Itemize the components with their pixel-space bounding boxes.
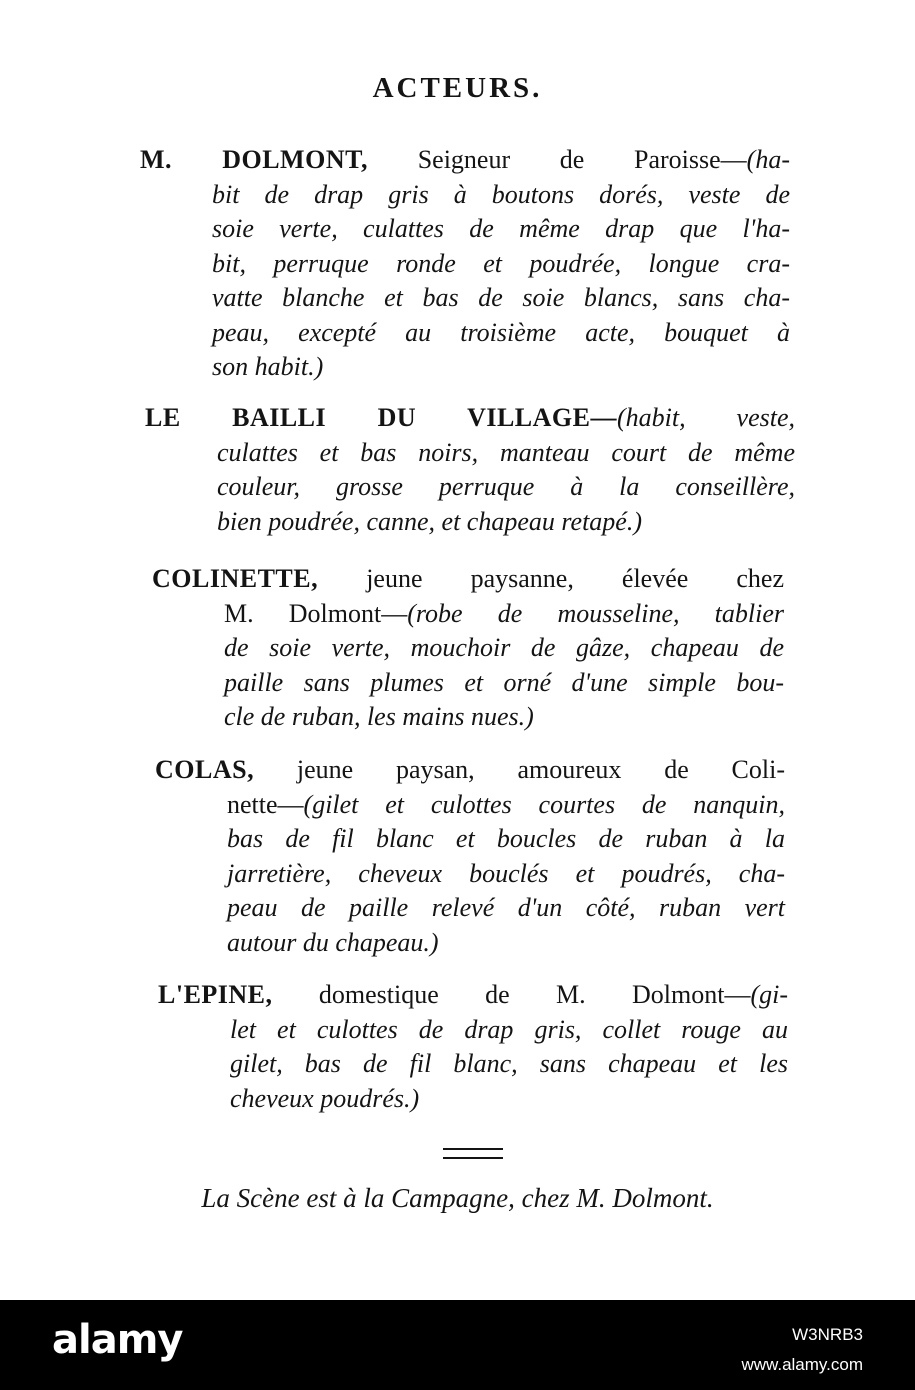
costume-description: let et culottes de drap gris, collet rouge au <box>230 1014 788 1044</box>
character-description: domestique de M. Dolmont— <box>272 980 751 1009</box>
cast-entry <box>155 753 785 960</box>
costume-description: paille sans plumes et orné d'une simple bou- <box>224 667 784 697</box>
costume-description: bit, perruque ronde et poudrée, longue cra- <box>212 248 790 278</box>
costume-description: peau de paille relevé d'un côté, ruban vert <box>227 893 785 922</box>
character-name: COLINETTE, <box>152 564 319 593</box>
costume-description: culattes et bas noirs, manteau court de même <box>217 437 795 467</box>
cast-entry <box>140 143 790 385</box>
cast-entry <box>158 978 788 1116</box>
character-description: M. Dolmont— <box>224 598 408 628</box>
cast-line <box>158 1082 788 1117</box>
cast-line <box>155 753 785 788</box>
cast-line <box>155 857 785 892</box>
costume-description: son habit.) <box>212 352 324 381</box>
alamy-logo: alamy <box>52 1317 183 1363</box>
costume-description: vatte blanche et bas de soie blancs, sans cha- <box>212 283 790 312</box>
costume-description: (habit, veste, <box>617 403 795 432</box>
cast-line <box>140 281 790 316</box>
costume-description: (gilet et culottes courtes de nanquin, <box>303 789 785 819</box>
cast-line <box>152 597 784 632</box>
cast-line <box>140 316 790 351</box>
character-description: Seigneur de Paroisse— <box>368 145 747 174</box>
costume-description: autour du chapeau.) <box>227 927 439 957</box>
cast-line <box>155 891 785 926</box>
cast-line <box>140 247 790 282</box>
cast-line <box>140 350 790 385</box>
character-name: LE BAILLI DU VILLAGE— <box>145 403 617 432</box>
cast-line <box>140 143 790 178</box>
costume-description: (ha- <box>746 145 790 174</box>
scene-note: La Scène est à la Campagne, chez M. Dolmont. <box>201 1183 714 1213</box>
cast-entry <box>145 401 795 539</box>
costume-description: bas de fil blanc et boucles de ruban à la <box>227 824 785 853</box>
cast-line <box>140 212 790 247</box>
cast-line <box>155 822 785 857</box>
cast-line <box>145 436 795 471</box>
watermark-bar <box>0 1300 915 1390</box>
character-description: jeune paysanne, élevée chez <box>318 564 784 593</box>
cast-line <box>158 978 788 1013</box>
character-name: COLAS, <box>155 755 255 784</box>
character-description: nette— <box>227 789 304 819</box>
cast-line <box>155 788 785 823</box>
image-id-block <box>741 1320 863 1380</box>
cast-line <box>152 666 784 701</box>
costume-description: (gi- <box>750 980 788 1009</box>
cast-line <box>145 505 795 540</box>
character-description: jeune paysan, amoureux de Coli- <box>254 755 785 784</box>
image-id: W3NRB3 <box>792 1325 863 1344</box>
costume-description: bit de drap gris à boutons dorés, veste de <box>212 179 790 209</box>
double-rule-divider <box>443 1148 503 1159</box>
costume-description: de soie verte, mouchoir de gâze, chapeau de <box>224 633 784 662</box>
costume-description: gilet, bas de fil blanc, sans chapeau et les <box>230 1049 788 1078</box>
character-name: M. DOLMONT, <box>140 145 369 174</box>
costume-description: cle de ruban, les mains nues.) <box>224 702 534 731</box>
character-name: L'EPINE, <box>158 980 273 1009</box>
cast-line <box>158 1013 788 1048</box>
costume-description: cheveux poudrés.) <box>230 1083 420 1113</box>
costume-description: peau, excepté au troisième acte, bouquet à <box>212 317 790 347</box>
cast-line <box>145 401 795 436</box>
cast-line <box>158 1047 788 1082</box>
cast-line <box>152 562 784 597</box>
cast-line <box>145 470 795 505</box>
cast-entry <box>152 562 784 735</box>
costume-description: jarretière, cheveux bouclés et poudrés, cha- <box>227 858 785 888</box>
site-url: www.alamy.com <box>741 1355 863 1374</box>
cast-line <box>152 700 784 735</box>
cast-line <box>155 926 785 961</box>
costume-description: bien poudrée, canne, et chapeau retapé.) <box>217 506 643 536</box>
page-title: ACTEURS. <box>372 72 543 104</box>
costume-description: (robe de mousseline, tablier <box>407 598 784 628</box>
costume-description: soie verte, culattes de même drap que l'ha- <box>212 214 790 243</box>
cast-line <box>152 631 784 666</box>
costume-description: couleur, grosse perruque à la conseillère, <box>217 472 795 501</box>
cast-line <box>140 178 790 213</box>
